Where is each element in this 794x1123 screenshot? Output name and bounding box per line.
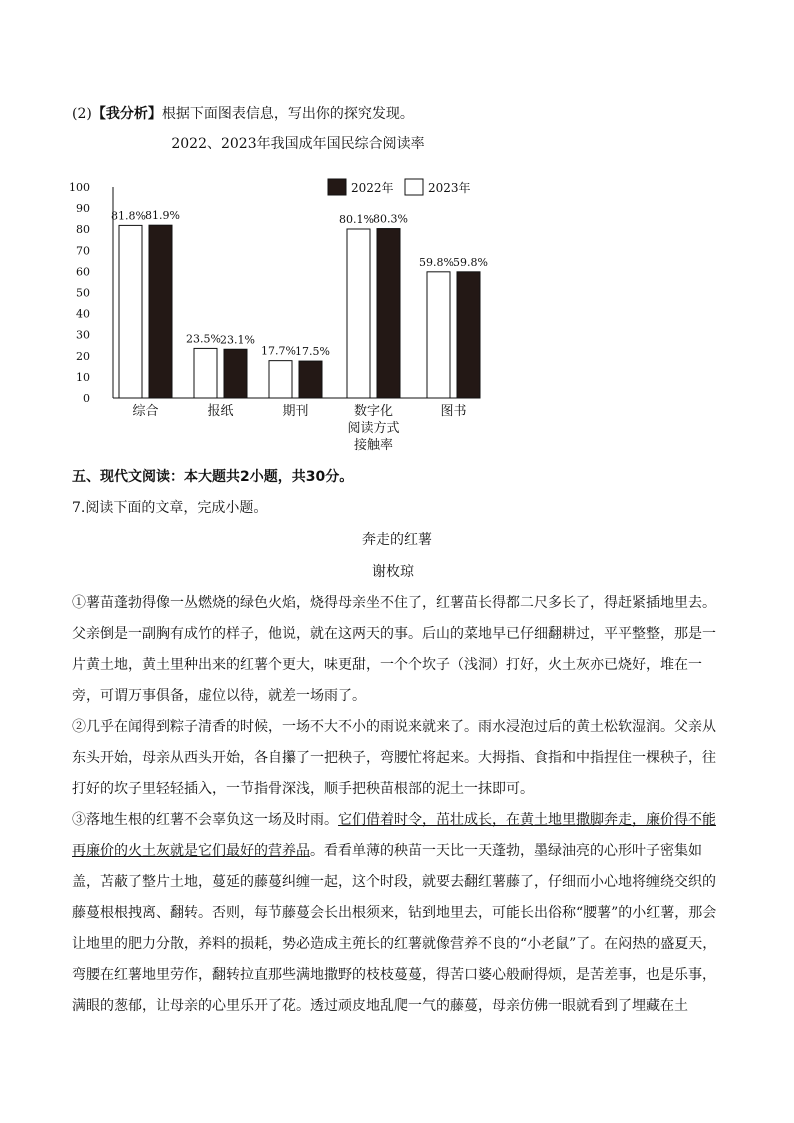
question-7: 7.阅读下面的文章，完成小题。 — [72, 500, 268, 516]
data-label: 17.7% — [261, 344, 296, 358]
y-tick-label: 0 — [83, 392, 90, 405]
y-tick-label: 70 — [76, 244, 90, 258]
data-label: 59.8% — [419, 255, 454, 269]
x-tick-label: 接触率 — [353, 438, 394, 453]
y-tick-label: 50 — [76, 286, 90, 300]
legend-swatch-2022 — [328, 179, 346, 195]
bar — [149, 225, 172, 398]
bar — [427, 272, 450, 398]
y-tick-label: 90 — [76, 202, 90, 216]
x-tick-label: 期刊 — [282, 404, 309, 419]
y-tick-label: 100 — [69, 181, 90, 194]
bar — [377, 229, 400, 398]
data-label: 23.1% — [220, 333, 255, 347]
data-label: 80.3% — [373, 212, 408, 226]
x-tick-label: 阅读方式 — [347, 421, 400, 436]
section-5-heading — [72, 467, 353, 487]
paragraph-3-start: ③落地生根的红薯不会辜负这一场及时雨。 — [72, 812, 338, 828]
section-5-heading-text: 五、现代文阅读：本大题共 — [72, 469, 240, 485]
y-tick-label: 60 — [76, 265, 90, 279]
data-label: 17.5% — [295, 345, 330, 359]
bar — [269, 361, 292, 398]
x-tick-label: 图书 — [440, 404, 467, 419]
paragraph-3-rest: 。看看单薄的秧苗一天比一天蓬勃，墨绿油亮的心形叶子密集如盖，苫蔽了整片土地，蔓延的藤蔓纠缠一起，这个时段，就要去翻红薯藤了，仔细而小心地将缠绕交织的藤蔓根根拽离、翻转。否则，每节藤蔓会长出根须来，钻到地里去，可能长出俗称“腰薯”的小红薯，那会让地里的肥力分散，养料的损耗，势必造成主蔸长的红薯就像营养不良的“小老鼠”了。在闷热的盛夏天，弯腰在红薯地里劳作，翻转拉直那些满地撒野的枝枝蔓蔓，得苦口婆心般耐得烦，是苦差事，也是乐事，满眼的葱郁，让母亲的心里乐开了花。透过顽皮地乱爬一气的藤蔓，母亲仿佛一眼就看到了埋藏在土 — [72, 843, 717, 1014]
x-tick-label: 综合 — [132, 404, 159, 419]
article-title: 奔走的红薯 — [362, 532, 432, 548]
y-tick-label: 20 — [76, 349, 90, 363]
question-2-text: 根据下面图表信息，写出你的探究发现。 — [161, 106, 414, 122]
data-label: 81.9% — [145, 209, 180, 223]
bar — [194, 348, 217, 398]
y-tick-label: 10 — [76, 370, 90, 384]
section-5-mid: 小题，共 — [249, 469, 306, 485]
bar — [224, 349, 247, 398]
section-5-score: 30 — [305, 469, 326, 485]
y-tick-label: 30 — [76, 328, 90, 342]
bar — [299, 361, 322, 398]
question-2 — [72, 104, 414, 124]
x-tick-label: 报纸 — [207, 404, 234, 419]
y-tick-label: 40 — [76, 307, 90, 321]
bar — [347, 229, 370, 398]
paragraph-1: ①薯苗蓬勃得像一丛燃烧的绿色火焰，烧得母亲坐不住了，红薯苗长得都二尺多长了，得赶紧插地里去。父亲倒是一副胸有成竹的样子，他说，就在这两天的事。后山的菜地早已仔细翻耕过，平平整整，那是一片黄土地，黄土里种出来的红薯个更大，味更甜，一个个坎子（浅洞）打好，火土灰亦已烧好，堆在一旁，可谓万事俱备，虚位以待，就差一场雨了。 — [72, 595, 716, 704]
article-author: 谢枚琼 — [372, 564, 414, 580]
paragraph-3 — [72, 805, 722, 1022]
legend-swatch-2023 — [405, 179, 423, 195]
legend-label-2022: 2022年 — [351, 181, 394, 195]
data-label: 59.8% — [453, 255, 488, 269]
bar — [119, 225, 142, 398]
x-tick-label: 数字化 — [353, 404, 394, 419]
paragraph-3-underlined: 它们借着时令，茁壮成长，在黄土地里撒脚奔走，廉价得不能再廉价的火土灰就是它们最好的营养品 — [72, 812, 716, 859]
legend-label-2023: 2023年 — [428, 181, 471, 195]
question-2-tag: 【我分析】 — [91, 106, 162, 122]
data-label: 81.8% — [111, 209, 146, 223]
y-tick-label: 80 — [76, 223, 90, 237]
data-label: 23.5% — [186, 332, 221, 346]
bar — [457, 272, 480, 398]
question-2-number: (2) — [72, 106, 92, 122]
section-5-count: 2 — [240, 469, 250, 485]
section-5-tail: 分。 — [325, 469, 354, 485]
data-label: 80.1% — [339, 212, 374, 226]
reading-rate-chart — [0, 125, 794, 460]
chart-title: 2022、2023年我国成年国民综合阅读率 — [171, 136, 425, 152]
paragraph-2: ②几乎在闻得到粽子清香的时候，一场不大不小的雨说来就来了。雨水浸泡过后的黄土松软湿润。父亲从东头开始，母亲从西头开始，各自攥了一把秧子，弯腰忙将起来。大拇指、食指和中指捏住一棵秧子，往打好的坎子里轻轻插入，一节指骨深浅，顺手把秧苗根部的泥土一抹即可。 — [72, 719, 716, 797]
